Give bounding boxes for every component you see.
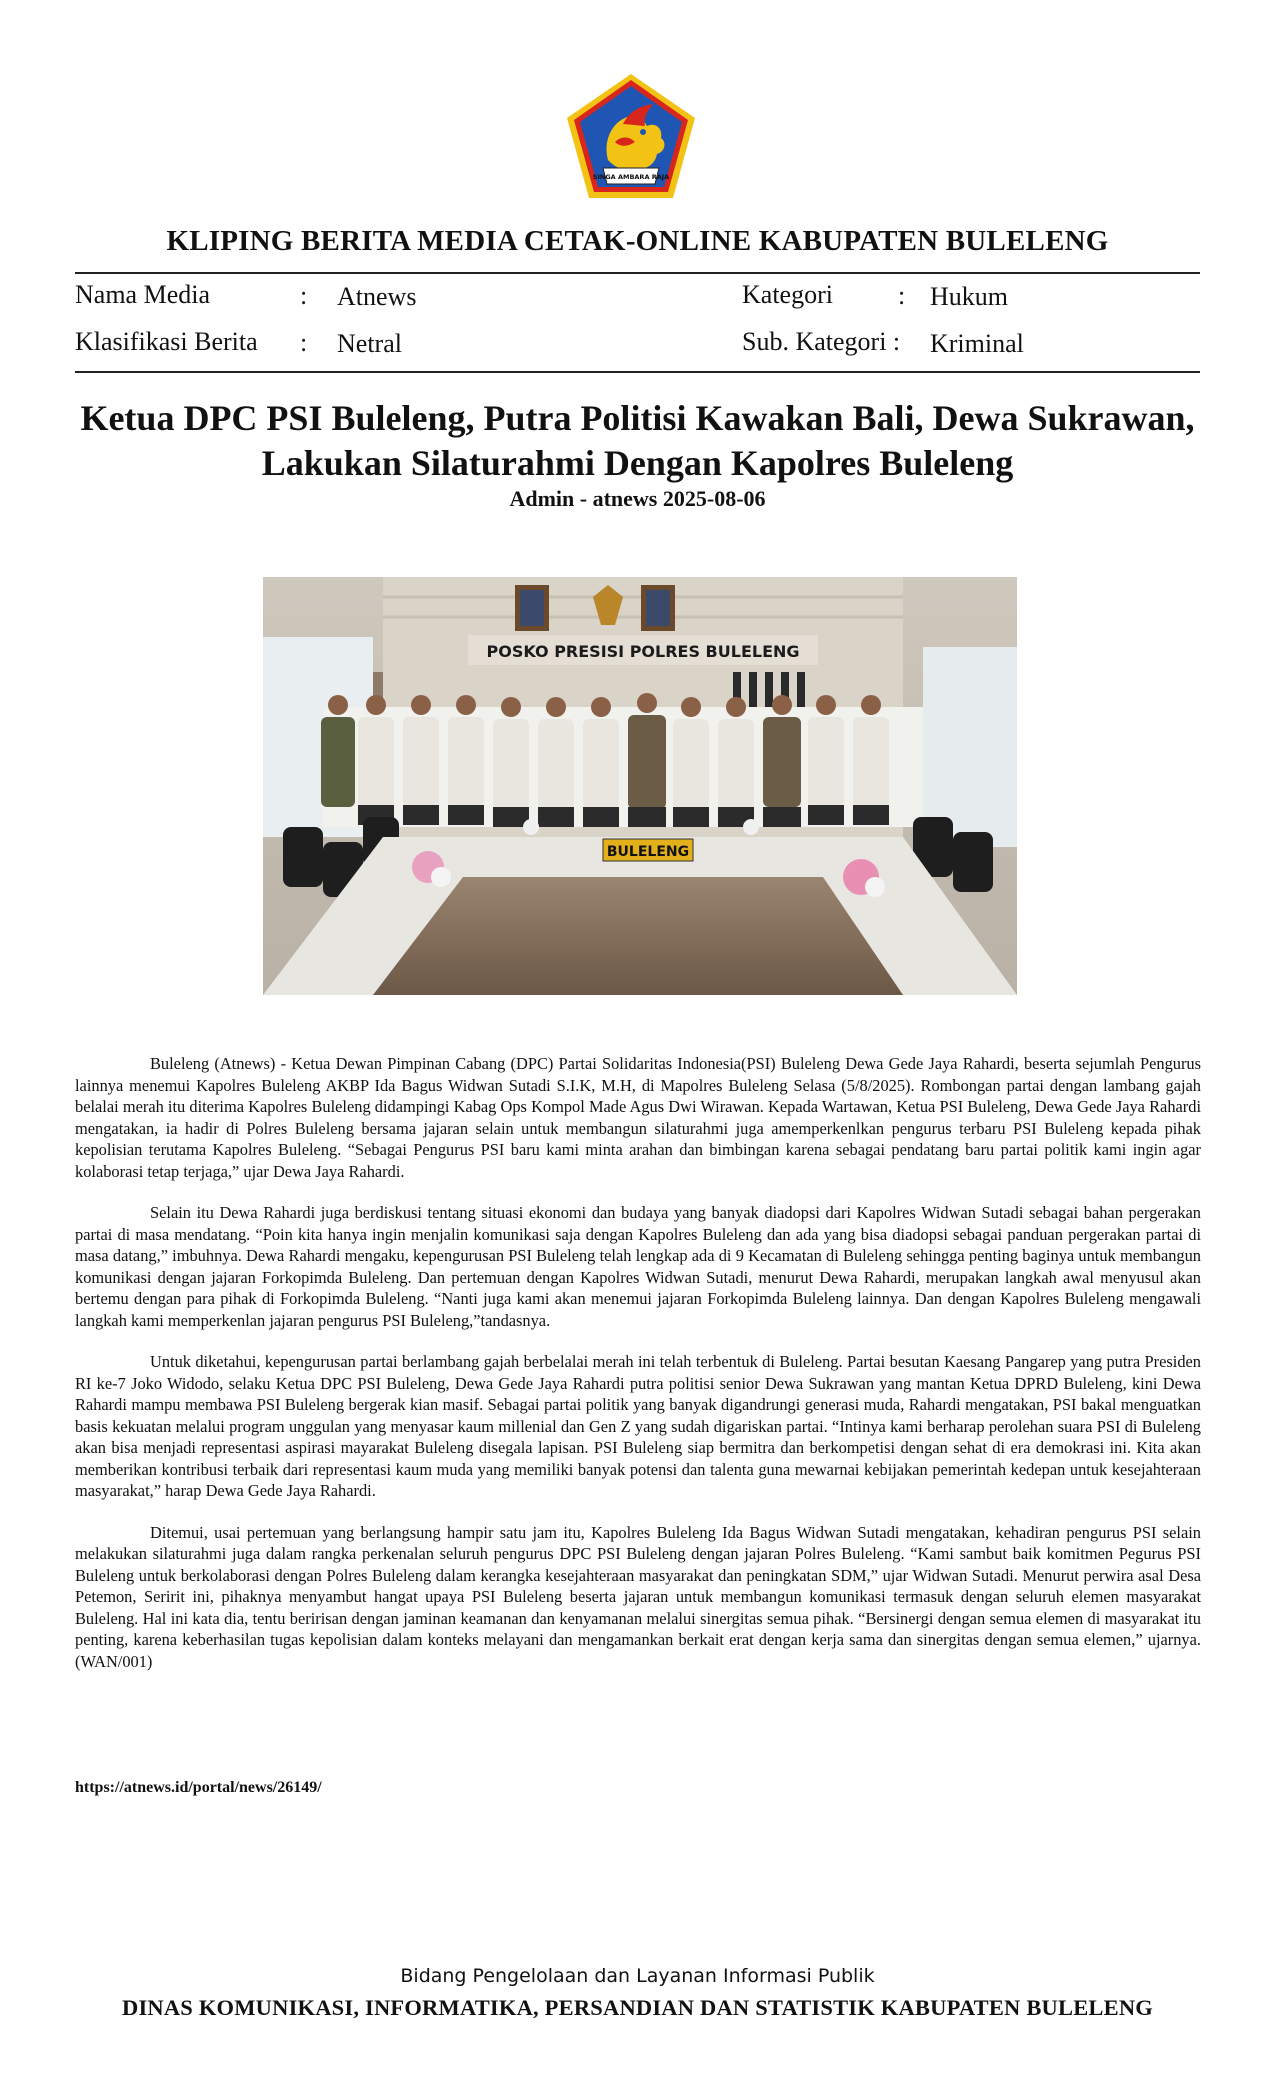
buleleng-regency-logo [563, 72, 699, 202]
kategori-label: Kategori [742, 280, 833, 309]
article-byline: Admin - atnews 2025-08-06 [509, 486, 766, 511]
footer-division: Bidang Pengelolaan dan Layanan Informasi Publik [400, 1965, 875, 1987]
headline-line-1: Ketua DPC PSI Buleleng, Putra Politisi Kawakan Bali, Dewa Sukrawan, [80, 398, 1195, 438]
media-colon: : [300, 281, 308, 310]
photo-banner-text: POSKO PRESISI POLRES BULELENG [486, 642, 800, 661]
kategori-value: Hukum [930, 282, 1008, 311]
subkategori-label: Sub. Kategori : [742, 327, 901, 356]
header-rule-bottom [75, 371, 1200, 373]
photo-desk-sign: BULELENG [606, 844, 690, 860]
article-headline [60, 396, 1215, 486]
article-photo [263, 577, 1017, 995]
media-value: Atnews [337, 282, 417, 311]
footer-agency: DINAS KOMUNIKASI, INFORMATIKA, PERSANDIAN DAN STATISTIK KABUPATEN BULELENG [122, 1995, 1153, 2020]
headline-line-2: Lakukan Silaturahmi Dengan Kapolres Buleleng [261, 443, 1014, 483]
logo-motto: SINGA AMBARA RAJA [592, 173, 670, 181]
header-rule-top [75, 272, 1200, 274]
article-paragraph: Selain itu Dewa Rahardi juga berdiskusi tentang situasi ekonomi dan budaya yang banyak diadopsi dari Kapolres Widwan Sutadi sebagai bahan pergerakan partai di masa mendatang. “Poin kita hanya ingin menjalin komunikasi saja dengan Kapolres Buleleng dan ada yang bisa diadopsi sebagai panduan pergerakan partai di masa datang,” imbuhnya. Dewa Rahardi mengaku, kepengurusan PSI Buleleng telah lengkap ada di 9 Kecamatan di Buleleng sehingga penting baginya untuk membangun komunikasi dengan jajaran Forkopimda Buleleng. Dan pertemuan dengan Kapolres Widwan Sutadi, menurut Dewa Rahardi, merupakan langkah awal menyusul akan bertemu dengan para pihak di Forkopimda Buleleng. “Nanti juga kami akan menemui jajaran Forkopimda Buleleng lainnya. Dan dengan Kapolres Buleleng mengawali langkah kami memperkenlan jajaran pengurus PSI Buleleng,”tandasnya. [75, 1203, 1201, 1330]
article-paragraph: Untuk diketahui, kepengurusan partai berlambang gajah berbelalai merah ini telah terbentuk di Buleleng. Partai besutan Kaesang Pangarep yang putra Presiden RI ke-7 Joko Widodo, selaku Ketua DPC PSI Buleleng, Dewa Gede Jaya Rahardi putra politisi senior Dewa Sukrawan yang mantan Ketua DPRD Buleleng, kini Dewa Rahardi mampu membawa PSI Buleleng bergerak kian masif. Sebagai partai politik yang banyak digandrungi generasi muda, Rahardi mengatakan, PSI bakal menguatkan basis kekuatan melalui program unggulan yang menyasar kaum millenial dan Gen Z yang sudah digariskan partai. “Intinya kami berharap perolehan suara PSI di Buleleng akan bisa menjadi representasi aspirasi mayarakat Buleleng disegala lapisan. PSI Buleleng siap bermitra dan berkompetisi dengan sehat di era demokrasi ini. Kita akan memberikan kontribusi terbaik dari representasi kaum muda yang memiliki banyak potensi dan talenta guna mewarnai kebijakan pemerintah kedepan untuk kesejahteraan masyarakat,” harap Dewa Gede Jaya Rahardi. [75, 1352, 1201, 1500]
kategori-colon: : [898, 281, 906, 310]
media-label: Nama Media [75, 280, 211, 309]
klasifikasi-value: Netral [337, 329, 402, 358]
subkategori-value: Kriminal [930, 329, 1024, 358]
clipping-masthead: KLIPING BERITA MEDIA CETAK-ONLINE KABUPATEN BULELENG [166, 225, 1109, 257]
klasifikasi-label: Klasifikasi Berita [75, 327, 258, 356]
klasifikasi-colon: : [300, 328, 308, 357]
article-paragraph: Ditemui, usai pertemuan yang berlangsung hampir satu jam itu, Kapolres Buleleng Ida Bagus Widwan Sutadi mengatakan, kehadiran pengurus PSI selain melakukan silaturahmi juga dalam rangka perkenalan seluruh pengurus DPC PSI Buleleng dengan jajaran Polres Buleleng. “Kami sambut baik komitmen Pegurus PSI Buleleng untuk berkolaborasi dengan Polres Buleleng dalam kerangka kesejahteraan masyarakat dan peningkatan SDM,” ujar Widwan Sutadi. Menurut perwira asal Desa Petemon, Seririt ini, pihaknya menyambut hangat upaya PSI Buleleng beserta jajaran untuk membangun komunikasi termasuk dengan seluruh elemen masyarakat Buleleng. Hal ini kata dia, tentu beririsan dengan jaminan keamanan dan kenyamanan melalui sinergitas semua pihak. “Bersinergi dengan semua elemen di masyarakat itu penting, karena keberhasilan tugas kepolisian dalam konteks melayani dan mengamankan berkait erat dengan kerja sama dan sinergitas dengan semua elemen,” ujarnya. (WAN/001) [75, 1522, 1201, 1671]
article-body [75, 1053, 1201, 1692]
source-url: https://atnews.id/portal/news/26149/ [75, 1779, 322, 1796]
article-paragraph: Buleleng (Atnews) - Ketua Dewan Pimpinan Cabang (DPC) Partai Solidaritas Indonesia(PSI) Buleleng Dewa Gede Jaya Rahardi, beserta sejumlah Pengurus lainnya menemui Kapolres Buleleng AKBP Ida Bagus Widwan Sutadi S.I.K, M.H, di Mapolres Buleleng Selasa (5/8/2025). Rombongan partai dengan lambang gajah belalai merah itu diterima Kapolres Buleleng didampingi Kabag Ops Kompol Made Agus Dwi Wirawan. Kepada Wartawan, Ketua PSI Buleleng, Dewa Gede Jaya Rahardi mengatakan, ia hadir di Polres Buleleng bersama jajaran selain untuk membangun silaturahmi juga amemperkenlkan pengurus terbaru PSI Buleleng kepada pihak kepolisian terutama Kapolres Buleleng. “Sebagai Pengurus PSI baru kami minta arahan dan bimbingan karena sebagai pendatang baru partai politik kami ingin agar kolaborasi tetap terjaga,” ujar Dewa Jaya Rahardi. [75, 1054, 1201, 1181]
